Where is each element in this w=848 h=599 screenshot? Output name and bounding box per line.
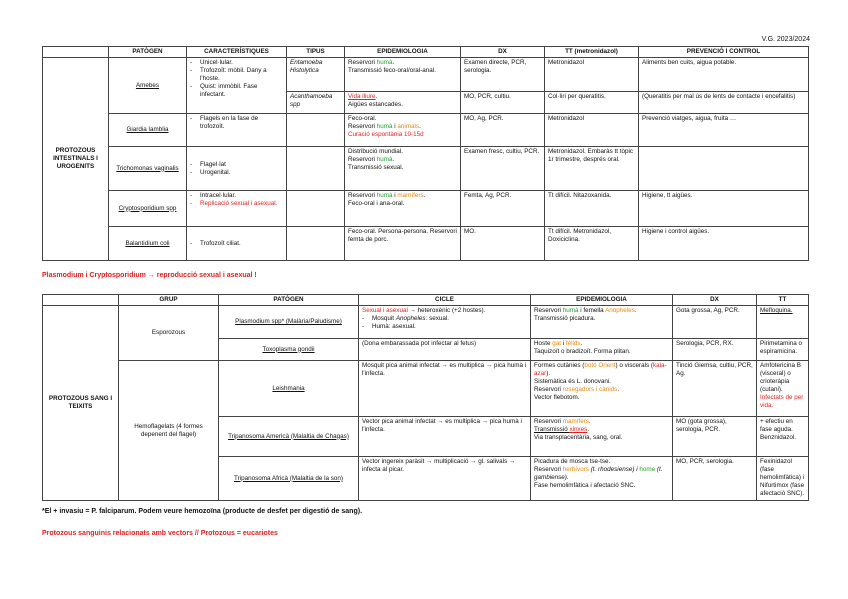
text: Reservori	[534, 466, 563, 474]
characteristics	[187, 147, 287, 191]
list-item: - Flagel·lat	[190, 161, 283, 169]
table-intestinal-protozoa	[42, 46, 809, 261]
text: Via transplacentària, sang, oral.	[534, 434, 623, 442]
pathogen-name: Leishmania	[219, 361, 359, 417]
highlight: Sexual i asexual	[362, 307, 408, 315]
text: .	[617, 386, 620, 394]
treatment: Fexinidazol (fase hemolimfàtica) i Nifurtimox (fase afectació SNC).	[757, 457, 809, 501]
treatment: Metronidazol	[545, 58, 639, 92]
highlight: Curació espontània 10-15d	[348, 131, 424, 139]
pathogen-name: Trichomonas vaginalis	[109, 147, 187, 191]
highlight: humà	[376, 192, 393, 200]
list-item: - Humà: asexual.	[362, 323, 527, 331]
highlight: xinxes	[569, 426, 588, 434]
treatment	[757, 361, 809, 417]
diagnosis: Serologia, PCR, RX.	[673, 339, 757, 361]
table1-header: CARACTERÍSTIQUES	[187, 47, 287, 58]
type	[287, 191, 345, 227]
text: .	[392, 59, 395, 67]
prevention: Higiene i control aigües.	[639, 227, 809, 261]
table1-header: PREVENCIÓ I CONTROL	[639, 47, 809, 58]
table2-header: TT	[757, 295, 809, 306]
table1-header: TIPUS	[287, 47, 345, 58]
highlight: Vida lliure	[348, 93, 376, 101]
list-item: - Unicel·lular.	[190, 59, 283, 67]
highlight: humà	[376, 123, 393, 131]
list-item: - Flagels en la fase de trofozoït.	[190, 115, 283, 131]
highlight: animals	[397, 123, 420, 131]
text: Vector flebotom.	[534, 394, 580, 402]
table1-header: TT (metronidazol)	[545, 47, 639, 58]
highlight: humà	[562, 307, 579, 315]
text: Picadura de mosca tse-tse.	[534, 458, 611, 466]
text: Reservori	[534, 418, 563, 426]
text: Reservori	[534, 386, 563, 394]
text: Distribució mundial.	[348, 148, 403, 156]
cycle: Vector pica animal infectat → es multiplica → pica humà i l'infecta.	[359, 417, 531, 457]
epidemiology	[345, 58, 461, 92]
diagnosis: Examen directe, PCR, serologia.	[461, 58, 545, 92]
text: (t. gambiense).	[534, 466, 663, 482]
text: Amfotericina B (visceral) o crioteràpia (cutani).	[760, 362, 801, 394]
pathogen-name: Cryptosporidium spp	[109, 191, 187, 227]
characteristics	[187, 114, 287, 147]
text: ) o viscerals (	[615, 362, 653, 370]
text: .	[580, 340, 583, 348]
table-row	[43, 361, 809, 417]
highlight: mamífers	[562, 418, 589, 426]
text: Feco-oral.	[348, 115, 377, 123]
pathogen-name: Tripanosoma Americà (Malaltia de Chagas)	[219, 417, 359, 457]
table2-header: EPIDEMIOLOGIA	[531, 295, 673, 306]
diagnosis: MO, PCR, serologia.	[673, 457, 757, 501]
text: Taquizoït o bradizoït. Forma plitan.	[534, 348, 631, 356]
table-row	[43, 306, 809, 339]
diagnosis: Examen fresc, cultiu, PCR.	[461, 147, 545, 191]
text: i	[560, 340, 566, 348]
highlight: home	[639, 466, 656, 474]
table1-header: PATÒGEN	[109, 47, 187, 58]
characteristics	[187, 191, 287, 227]
author-year: V.G. 2023/2024	[761, 36, 810, 43]
text: i femella	[578, 307, 606, 315]
epidemiology	[531, 361, 673, 417]
text: Reservori	[348, 59, 377, 67]
text: Sistemàtica és L. donovani.	[534, 378, 612, 386]
text: Transmissió	[534, 426, 570, 434]
note-falciparum: *El + invasiu = P. falciparum. Podem veure hemozoïna (producte de desfet per digestió de sang).	[42, 508, 363, 515]
table2-header: PATÒGEN	[219, 295, 359, 306]
epidemiology	[345, 147, 461, 191]
prevention: Prevenció viatges, aigua, fruita …	[639, 114, 809, 147]
epidemiology	[531, 417, 673, 457]
subgroup-label: Esporozous	[119, 306, 219, 361]
highlight: gat	[552, 340, 561, 348]
pathogen-name: Plasmodium spp* (Malària/Paludisme)	[219, 306, 359, 339]
cycle: Mosquit pica animal infectat → es multiplica → pica humà i l'infecta.	[359, 361, 531, 417]
text: i	[392, 192, 398, 200]
text: : sexual.	[425, 315, 450, 323]
type: Entamoeba Histolytica	[287, 58, 345, 92]
text: ).	[546, 370, 551, 378]
table-row	[43, 227, 809, 261]
treatment: Tt difícil. Nitazoxanida.	[545, 191, 639, 227]
text: Reservori	[534, 307, 563, 315]
pathogen-name: Amebes	[109, 58, 187, 114]
table1-header: DX	[461, 47, 545, 58]
text: .	[423, 192, 426, 200]
text: i	[392, 123, 398, 131]
prevention: (Queratitis per mal ús de lents de contacte i encefalitis)	[639, 92, 809, 114]
table-row	[43, 58, 809, 92]
treatment: + efectiu en fase aguda. Benznidazol.	[757, 417, 809, 457]
highlight: mamífers	[397, 192, 424, 200]
type	[287, 114, 345, 147]
text: Anopheles	[395, 315, 426, 323]
table2-header: GRUP	[119, 295, 219, 306]
text: Transmissió feco-oral/oral-anal.	[348, 67, 436, 75]
prevention	[639, 147, 809, 191]
table2-header: DX	[673, 295, 757, 306]
text: Aigües estancades.	[348, 101, 403, 109]
text: Reservori	[348, 156, 377, 164]
list-item: - Urogenital.	[190, 169, 283, 177]
text: Mosquit	[372, 315, 396, 323]
text: Reservori	[348, 123, 377, 131]
diagnosis: MO (gota grossa), serologia, PCR.	[673, 417, 757, 457]
table1-corner	[43, 47, 109, 58]
treatment: Metronidazol. Embaràs tt tòpic 1r trimestre, després oral.	[545, 147, 639, 191]
prevention: Aliments ben cuits, aigua potable.	[639, 58, 809, 92]
group-label: PROTOZOUS INTESTINALS I UROGENITS	[43, 58, 109, 261]
text: (t. rhodesiense) i	[588, 466, 640, 474]
diagnosis: MO, Ag, PCR.	[461, 114, 545, 147]
highlight: humà	[376, 59, 393, 67]
text: .	[392, 156, 395, 164]
table1-header-row	[43, 47, 809, 58]
table-row	[43, 147, 809, 191]
epidemiology: Feco-oral. Persona-persona. Reservori femta de porc.	[345, 227, 461, 261]
table-row	[43, 114, 809, 147]
highlight: botó Orient	[584, 362, 616, 370]
pathogen-name: Tripanosoma Africà (Malaltia de la son)	[219, 457, 359, 501]
table1-header: EPIDEMIOLOGIA	[345, 47, 461, 58]
table-row	[43, 191, 809, 227]
diagnosis: MO.	[461, 227, 545, 261]
diagnosis: MO, PCR, cultiu.	[461, 92, 545, 114]
highlight: Infectats de per vida.	[760, 394, 804, 410]
table2-header-row	[43, 295, 809, 306]
cycle: Vector ingereix paràsit → multiplicació → gl. salivals → infecta al picar.	[359, 457, 531, 501]
type	[287, 227, 345, 261]
prevention: Higiene, tt aigües.	[639, 191, 809, 227]
treatment: Tt difícil. Metronidazol, Doxiciclina.	[545, 227, 639, 261]
text: Reservori	[348, 192, 377, 200]
list-item	[362, 315, 527, 323]
text: .	[419, 123, 421, 131]
cycle	[359, 306, 531, 339]
list-item: - Quist: immòbil. Fase infectant.	[190, 83, 283, 99]
text: .	[634, 307, 637, 315]
text: Transmissió picadura.	[534, 315, 596, 323]
list-item: - Trofozoït: mòbil. Dany a l'hoste.	[190, 67, 283, 83]
highlight: Anopheles	[605, 307, 635, 315]
text: → heteroxènic (+2 hostes).	[407, 307, 486, 315]
text: Transmissió sexual.	[348, 164, 404, 172]
type: Acanthamoeba spp	[287, 92, 345, 114]
diagnosis: Femta, Ag, PCR.	[461, 191, 545, 227]
epidemiology	[531, 339, 673, 361]
diagnosis: Tinció Giemsa, cultiu, PCR, Ag.	[673, 361, 757, 417]
treatment: Col·liri per queratitis.	[545, 92, 639, 114]
highlight: fèlids	[565, 340, 581, 348]
pathogen-name: Toxoplasma gondii	[219, 339, 359, 361]
note-vectors: Protozous sanguinis relacionats amb vectors // Protozous = eucariotes	[42, 530, 278, 537]
characteristics	[187, 227, 287, 261]
list-item: - Trofozoït ciliat.	[190, 240, 283, 248]
highlight: kala-azar	[534, 362, 667, 378]
epidemiology	[531, 306, 673, 339]
treatment: Metronidazol	[545, 114, 639, 147]
treatment: Mefloquina.	[757, 306, 809, 339]
epidemiology	[531, 457, 673, 501]
pathogen-name: Balantidium coli	[109, 227, 187, 261]
text: Formes cutànies (	[534, 362, 585, 370]
text: Fase hemolimfàtica i afectació SNC.	[534, 482, 636, 490]
cycle: (Dona embarassada pot infectar al fetus)	[359, 339, 531, 361]
group-label: PROTOZOUS SANG I TEIXITS	[43, 306, 119, 501]
text: .	[375, 93, 378, 101]
text: .	[587, 426, 590, 434]
epidemiology	[345, 191, 461, 227]
text: Feco-oral i ana-oral.	[348, 200, 405, 208]
highlight: humà	[376, 156, 393, 164]
table-blood-protozoa	[42, 294, 809, 501]
characteristics	[187, 58, 287, 114]
diagnosis: Gota grossa, Ag, PCR.	[673, 306, 757, 339]
table2-corner	[43, 295, 119, 306]
type	[287, 147, 345, 191]
list-item: - Intracel·lular.	[190, 192, 283, 200]
highlight: rosegadors i cànids	[562, 386, 618, 394]
table2-header: CICLE	[359, 295, 531, 306]
highlight: herbívors	[562, 466, 589, 474]
subgroup-label: Hemoflagelats (4 formes depenent del flagel)	[119, 361, 219, 501]
list-item: - Replicació sexual i asexual.	[190, 200, 283, 208]
pathogen-name: Giardia lamblia	[109, 114, 187, 147]
epidemiology	[345, 92, 461, 114]
epidemiology	[345, 114, 461, 147]
text: .	[588, 418, 591, 426]
text: Hoste	[534, 340, 553, 348]
note-sexual-reproduction: Plasmodium i Cryptosporidium → reproducció sexual i asexual !	[42, 272, 257, 279]
treatment: Pirimetamina o espiramicina.	[757, 339, 809, 361]
